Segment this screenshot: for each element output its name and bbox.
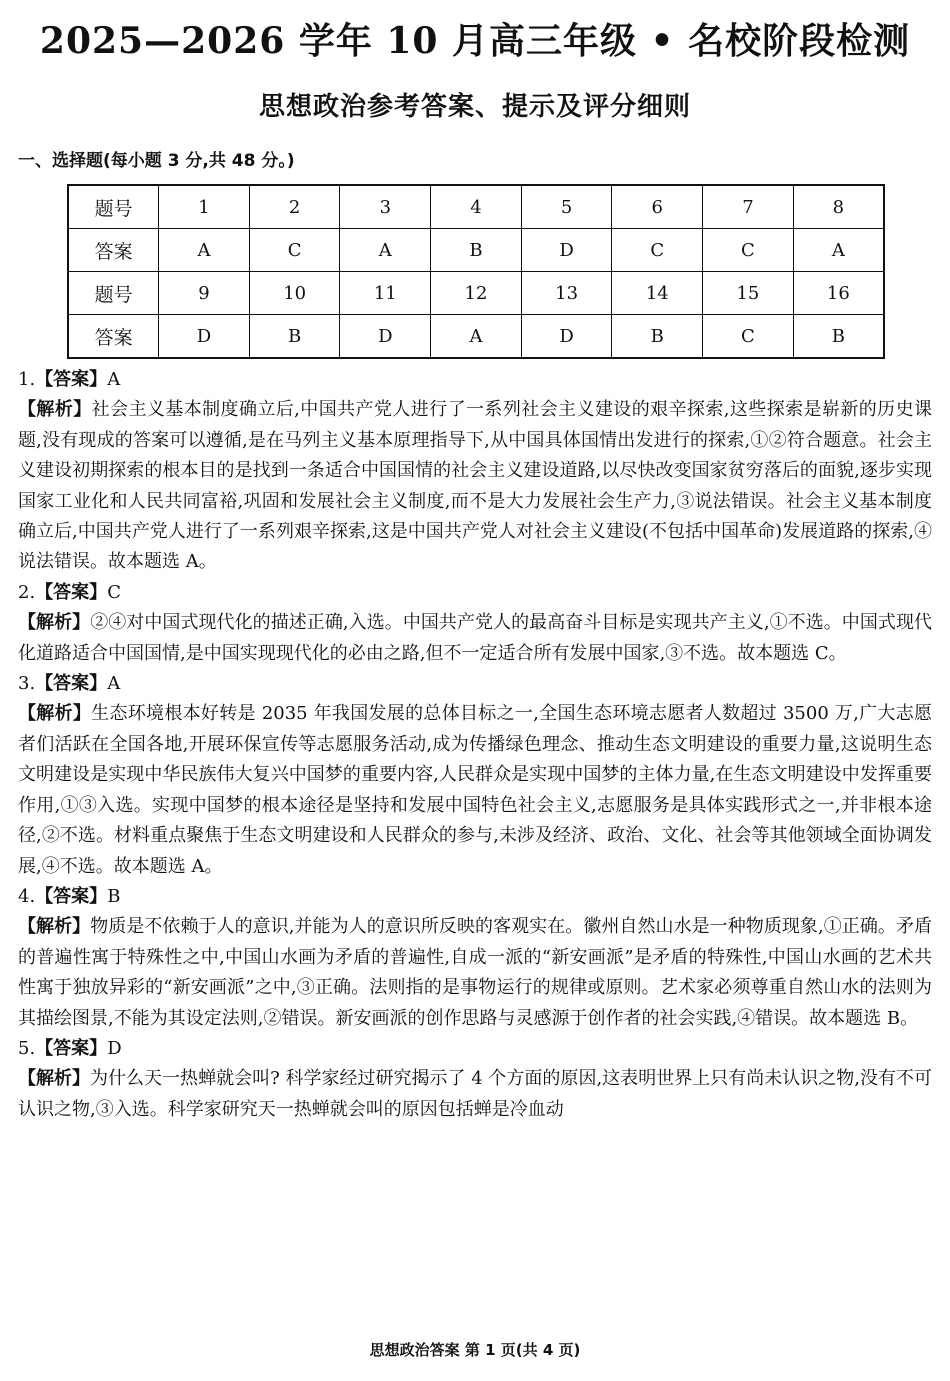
answer-label: 【答案】 [35,885,108,907]
table-row-header: 题号 [68,272,159,315]
table-cell: 16 [793,272,884,315]
table-cell: D [521,315,612,359]
table-row [68,185,884,229]
table-cell: 4 [431,185,522,229]
analysis-label: 【解析】 [18,916,91,938]
table-cell: C [703,315,794,359]
table-row [68,315,884,359]
question-analysis [18,395,932,577]
table-cell: 2 [249,185,340,229]
table-cell: B [431,229,522,272]
table-cell: 12 [431,272,522,315]
question-answer-line [18,882,932,912]
question-number: 2. [18,581,36,603]
table-row-header: 答案 [68,229,159,272]
analysis-label: 【解析】 [18,1068,91,1090]
answer-label: 【答案】 [35,369,108,390]
question-answer-line [18,578,932,608]
table-cell: B [793,315,884,359]
answer-table [67,184,885,359]
table-cell: 15 [703,272,794,315]
question-number: 3. [18,673,36,695]
table-cell: C [703,229,794,272]
table-row [68,229,884,272]
table-cell: A [793,229,884,272]
table-cell: 3 [340,185,431,229]
analysis-text: 社会主义基本制度确立后,中国共产党人进行了一系列社会主义建设的艰辛探索,这些探索是崭新的历史课题,没有现成的答案可以遵循,是在马列主义基本原理指导下,从中国具体国情出发进行的探索,①②符合题意。社会主义建设初期探索的根本目的是找到一条适合中国国情的社会主义建设道路,以尽快改变国家贫穷落后的面貌,逐步实现国家工业化和人民共同富裕,巩固和发展社会主义制度,而不是大力发展社会生产力,③说法错误。社会主义基本制度确立后,中国共产党人进行了一系列艰辛探索,这是中国共产党人对社会主义建设(不包括中国革命)发展道路的探索,④说法错误。故本题选 A。 [18,399,932,573]
question-number: 4. [18,885,36,907]
table-row-header: 答案 [68,315,159,359]
question-answer-line [18,365,932,395]
analysis-text: 为什么天一热蝉就会叫? 科学家经过研究揭示了 4 个方面的原因,这表明世界上只有尚未认识之物,没有不可认识之物,③入选。科学家研究天一热蝉就会叫的原因包括蝉是冷血动 [18,1068,932,1120]
table-cell: 13 [521,272,612,315]
analysis-text: 生态环境根本好转是 2035 年我国发展的总体目标之一,全国生态环境志愿者人数超过 3500 万,广大志愿者们活跃在全国各地,开展环保宣传等志愿服务活动,成为传播绿色理念、推动生态文明建设的重要力量,这说明生态文明建设是实现中华民族伟大复兴中国梦的重要内容,人民群众是实现中国梦的主体力量,在生态文明建设中发挥重要作用,①③入选。实现中国梦的根本途径是坚持和发展中国特色社会主义,志愿服务是具体实践形式之一,并非根本途径,②不选。材料重点聚焦于生态文明建设和人民群众的参与,未涉及经济、政治、文化、社会等其他领域全面协调发展,④不选。故本题选 A。 [18,703,932,877]
analysis-text: ②④对中国式现代化的描述正确,入选。中国共产党人的最高奋斗目标是实现共产主义,①不选。中国式现代化道路适合中国国情,是中国实现现代化的必由之路,但不一定适合所有发展中国家,③不选。故本题选 C。 [18,612,932,664]
question-analysis [18,608,932,669]
answer-value: C [107,581,121,603]
table-row [68,272,884,315]
table-cell: 14 [612,272,703,315]
answer-value: D [107,1037,122,1059]
table-cell: D [340,315,431,359]
table-cell: A [340,229,431,272]
question-analysis [18,699,932,881]
table-cell: 11 [340,272,431,315]
table-cell: 9 [159,272,250,315]
table-cell: C [249,229,340,272]
table-cell: 7 [703,185,794,229]
question-number: 5. [18,1037,36,1059]
question-analysis [18,1064,932,1125]
answer-explanations [18,365,932,1125]
analysis-label: 【解析】 [18,703,92,725]
table-cell: 6 [612,185,703,229]
analysis-text: 物质是不依赖于人的意识,并能为人的意识所反映的客观实在。徽州自然山水是一种物质现象,①正确。矛盾的普遍性寓于特殊性之中,中国山水画为矛盾的普遍性,自成一派的“新安画派”是矛盾的特殊性,中国山水画的艺术共性寓于独放异彩的“新安画派”之中,③正确。法则指的是事物运行的规律或原则。艺术家必须尊重自然山水的法则为其描绘图景,不能为其设定法则,②错误。新安画派的创作思路与灵感源于创作者的社会实践,④错误。故本题选 B。 [18,916,932,1029]
question-answer-line [18,1034,932,1064]
table-cell: 8 [793,185,884,229]
table-cell: 5 [521,185,612,229]
answer-value: A [107,369,121,390]
table-cell: C [612,229,703,272]
question-number: 1. [18,369,36,390]
question-analysis [18,912,932,1034]
analysis-label: 【解析】 [18,399,92,421]
document-subtitle: 思想政治参考答案、提示及评分细则 [258,92,691,122]
document-title: 2025—2026 学年 10 月高三年级 • 名校阶段检测 [39,20,911,62]
table-cell: D [159,315,250,359]
table-row-header: 题号 [68,185,159,229]
table-cell: 1 [159,185,250,229]
analysis-label: 【解析】 [18,612,91,634]
table-cell: 10 [249,272,340,315]
table-cell: A [159,229,250,272]
answer-label: 【答案】 [35,673,108,695]
table-cell: B [612,315,703,359]
section-heading: 一、选择题(每小题 3 分,共 48 分。) [18,151,295,171]
question-answer-line [18,669,932,699]
table-cell: B [249,315,340,359]
table-cell: A [431,315,522,359]
answer-value: A [107,673,121,695]
answer-label: 【答案】 [35,1037,108,1059]
answer-label: 【答案】 [35,581,108,603]
answer-value: B [107,885,121,907]
page-footer: 思想政治答案 第 1 页(共 4 页) [369,1341,581,1359]
table-cell: D [521,229,612,272]
